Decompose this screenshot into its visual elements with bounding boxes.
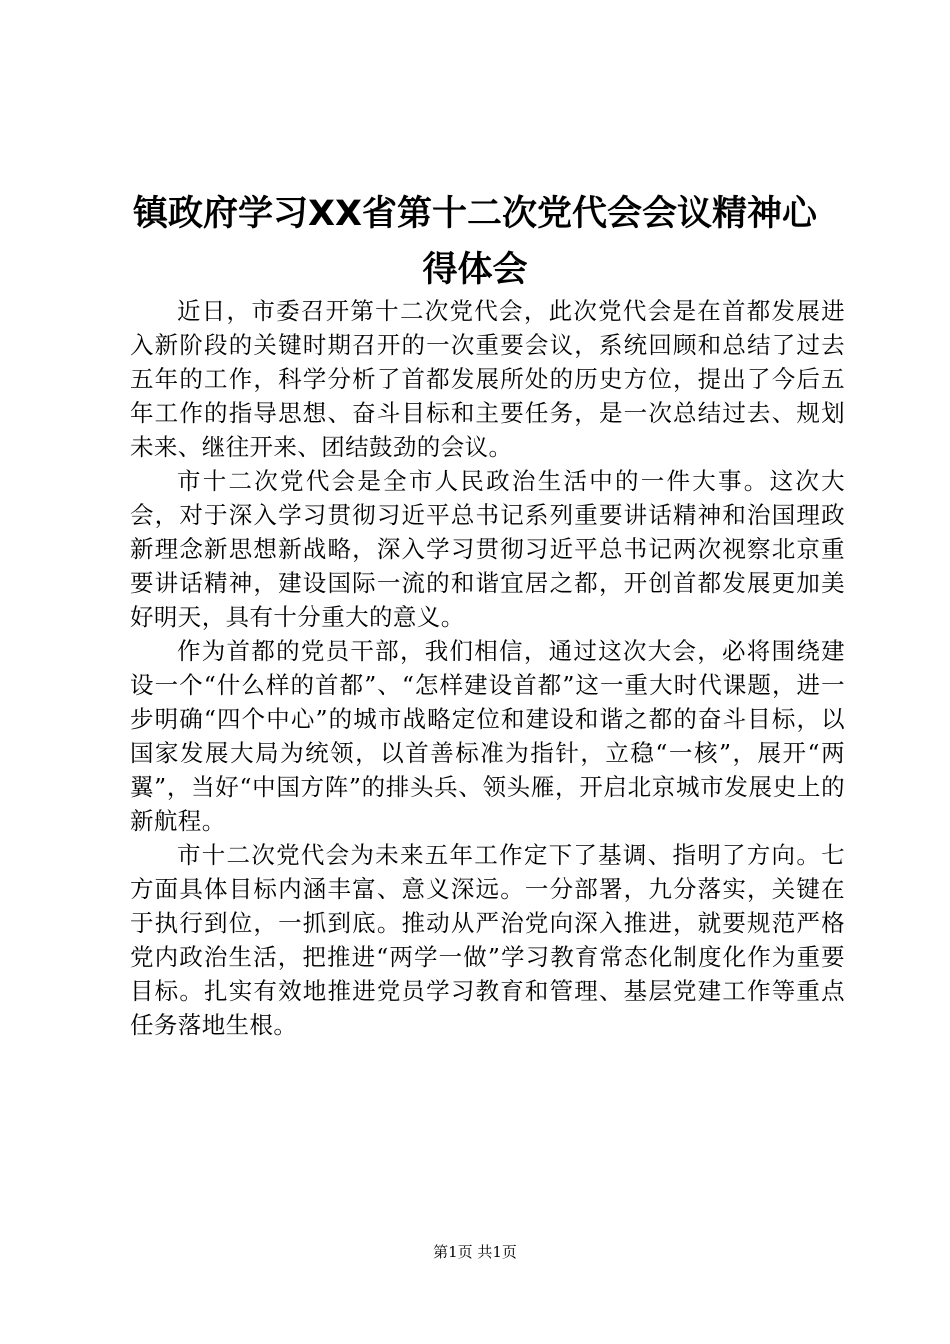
page-footer: 第1页 共1页 <box>433 1243 517 1261</box>
title-line-2: 得体会 <box>422 250 528 290</box>
page-title <box>100 186 850 298</box>
paragraph: 作为首都的党员干部，我们相信，通过这次大会，必将围绕建设一个“什么样的首都”、“怎样建设首都”这一重大时代课题，进一步明确“四个中心”的城市战略定位和建设和谐之都的奋斗目标，以国家发展大局为统领，以首善标准为指针，立稳“一核”，展开“两翼”，当好“中国方阵”的排头兵、领头雁，开启北京城市发展史上的新航程。 <box>130 637 845 835</box>
document-body <box>130 294 845 1042</box>
paragraph: 近日，市委召开第十二次党代会，此次党代会是在首都发展进入新阶段的关键时期召开的一次重要会议，系统回顾和总结了过去五年的工作，科学分析了首都发展所处的历史方位，提出了今后五年工作的指导思想、奋斗目标和主要任务，是一次总结过去、规划未来、继往开来、团结鼓劲的会议。 <box>130 297 845 461</box>
paragraph: 市十二次党代会是全市人民政治生活中的一件大事。这次大会，对于深入学习贯彻习近平总书记系列重要讲话精神和治国理政新理念新思想新战略，深入学习贯彻习近平总书记两次视察北京重要讲话精神，建设国际一流的和谐宜居之都，开创首都发展更加美好明天，具有十分重大的意义。 <box>130 467 845 631</box>
title-line-1: 镇政府学习XX省第十二次党代会会议精神心 <box>133 194 817 234</box>
paragraph: 市十二次党代会为未来五年工作定下了基调、指明了方向。七方面具体目标内涵丰富、意义深远。一分部署，九分落实，关键在于执行到位，一抓到底。推动从严治党向深入推进，就要规范严格党内政治生活，把推进“两学一做”学习教育常态化制度化作为重要目标。扎实有效地推进党员学习教育和管理、基层党建工作等重点任务落地生根。 <box>130 841 845 1039</box>
